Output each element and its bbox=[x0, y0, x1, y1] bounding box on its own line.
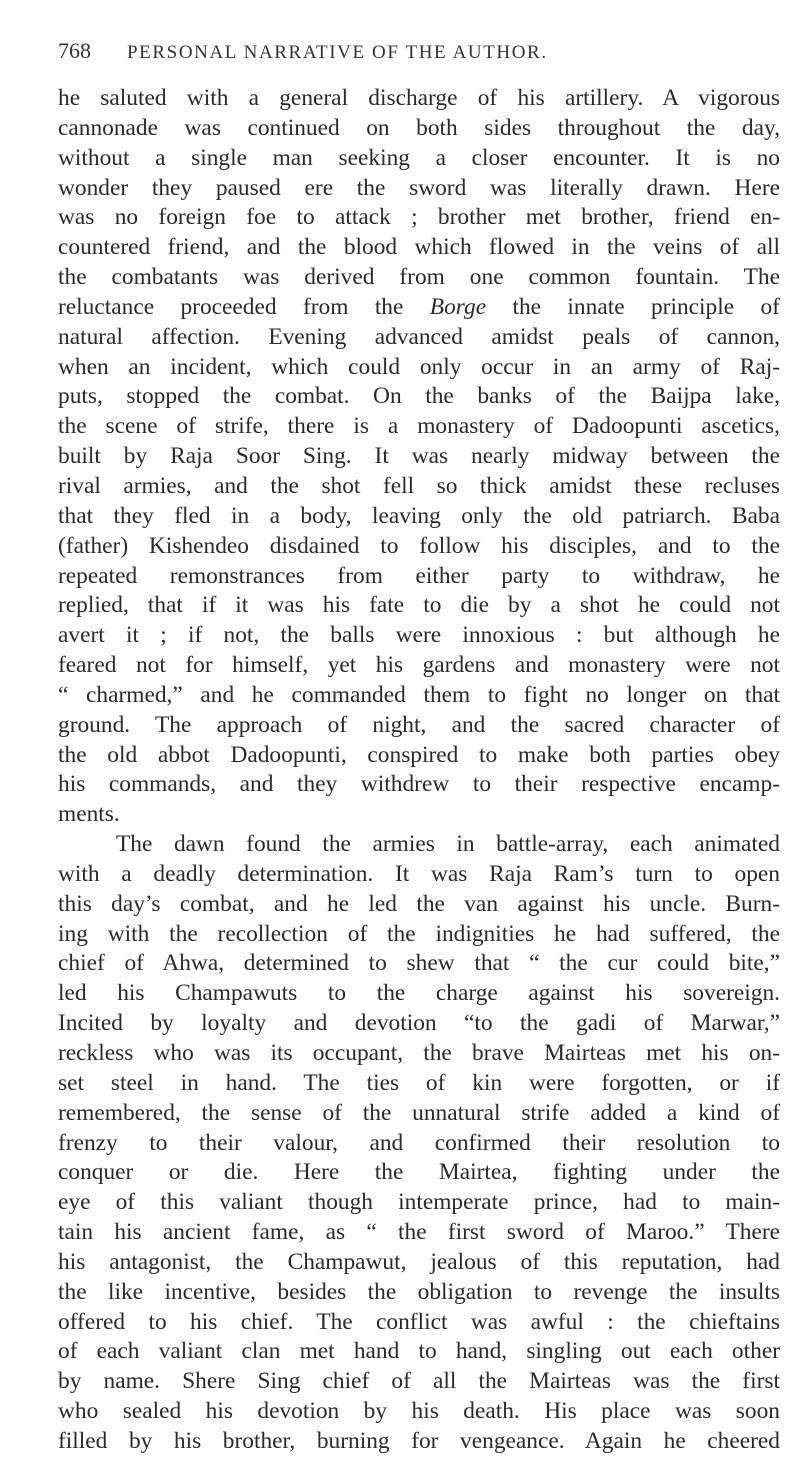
text-line: cannonade was continued on both sides throughout the day, bbox=[58, 114, 780, 141]
text-line: the like incentive, besides the obligation to revenge the insults bbox=[58, 1278, 780, 1305]
body-text bbox=[58, 84, 780, 1457]
italic-term: Borge bbox=[429, 293, 487, 320]
text-line: of each valiant clan met hand to hand, singling out each other bbox=[58, 1338, 780, 1365]
text-line: chief of Ahwa, determined to shew that “ the cur could bite,” bbox=[58, 950, 780, 977]
paragraph-start-line: The dawn found the armies in battle-array, each animated bbox=[116, 831, 780, 858]
text-line: natural affection. Evening advanced amidst peals of cannon, bbox=[58, 323, 780, 350]
text-line: without a single man seeking a closer encounter. It is no bbox=[58, 144, 780, 171]
text-line: the old abbot Dadoopunti, conspired to make both parties obey bbox=[58, 741, 780, 768]
text-line: he saluted with a general discharge of his artillery. A vigorous bbox=[58, 85, 780, 111]
text-line: that they fled in a body, leaving only the old patriarch. Baba bbox=[58, 502, 780, 529]
text-line: puts, stopped the combat. On the banks of the Baijpa lake, bbox=[58, 383, 780, 410]
text-line: built by Raja Soor Sing. It was nearly midway between the bbox=[58, 443, 780, 470]
text-line: reckless who was its occupant, the brave Mairteas met his on- bbox=[58, 1040, 780, 1066]
text-line: rival armies, and the shot fell so thick amidst these recluses bbox=[58, 472, 780, 499]
page-header bbox=[58, 38, 758, 68]
text-line: frenzy to their valour, and confirmed their resolution to bbox=[58, 1129, 780, 1156]
text-line: by name. Shere Sing chief of all the Mairteas was the first bbox=[58, 1368, 780, 1395]
text-line: repeated remonstrances from either party to withdraw, he bbox=[58, 562, 780, 589]
text-line: who sealed his devotion by his death. His place was soon bbox=[58, 1398, 780, 1425]
text-line: with a deadly determination. It was Raja Ram’s turn to open bbox=[58, 860, 780, 887]
paragraph-end-line: ments. bbox=[58, 801, 120, 828]
text-line: “ charmed,” and he commanded them to fight no longer on that bbox=[58, 681, 780, 708]
text-line: the combatants was derived from one common fountain. The bbox=[58, 264, 780, 291]
text-line: conquer or die. Here the Mairtea, fighting under the bbox=[58, 1159, 780, 1186]
text-line: his antagonist, the Champawut, jealous of this reputation, had bbox=[58, 1248, 780, 1275]
text-segment: reluctance proceeded from the bbox=[58, 293, 404, 320]
text-line-with-italic bbox=[58, 293, 780, 323]
text-line: (father) Kishendeo disdained to follow his disciples, and to the bbox=[58, 532, 780, 559]
text-line: filled by his brother, burning for vengeance. Again he cheered bbox=[58, 1427, 780, 1454]
text-line: remembered, the sense of the unnatural strife added a kind of bbox=[58, 1099, 780, 1126]
text-line: ing with the recollection of the indignities he had suffered, the bbox=[58, 920, 780, 947]
page-number: 768 bbox=[58, 38, 91, 63]
text-line: replied, that if it was his fate to die by a shot he could not bbox=[58, 592, 780, 619]
text-line: avert it ; if not, the balls were innoxious : but although he bbox=[58, 622, 780, 649]
text-line: Incited by loyalty and devotion “to the gadi of Marwar,” bbox=[58, 1010, 780, 1037]
text-line: feared not for himself, yet his gardens and monastery were not bbox=[58, 652, 780, 679]
text-line: eye of this valiant though intemperate prince, had to main- bbox=[58, 1189, 780, 1216]
running-head: PERSONAL NARRATIVE OF THE AUTHOR. bbox=[127, 42, 548, 63]
text-line: tain his ancient fame, as “ the first sword of Maroo.” There bbox=[58, 1219, 780, 1246]
text-line: offered to his chief. The conflict was awful : the chieftains bbox=[58, 1308, 780, 1335]
text-line: when an incident, which could only occur in an army of Raj- bbox=[58, 353, 780, 380]
text-segment: the innate principle of bbox=[512, 293, 780, 320]
text-line: his commands, and they withdrew to their respective encamp- bbox=[58, 771, 780, 798]
text-line: ground. The approach of night, and the sacred character of bbox=[58, 711, 780, 738]
text-line: wonder they paused ere the sword was literally drawn. Here bbox=[58, 174, 780, 201]
text-line: countered friend, and the blood which flowed in the veins of all bbox=[58, 234, 780, 261]
text-line: set steel in hand. The ties of kin were forgotten, or if bbox=[58, 1069, 780, 1096]
text-line: led his Champawuts to the charge against his sovereign. bbox=[58, 980, 780, 1007]
text-line: was no foreign foe to attack ; brother met brother, friend en- bbox=[58, 204, 780, 231]
text-line: this day’s combat, and he led the van against his uncle. Burn- bbox=[58, 890, 780, 917]
text-line: the scene of strife, there is a monastery of Dadoopunti ascetics, bbox=[58, 413, 780, 440]
